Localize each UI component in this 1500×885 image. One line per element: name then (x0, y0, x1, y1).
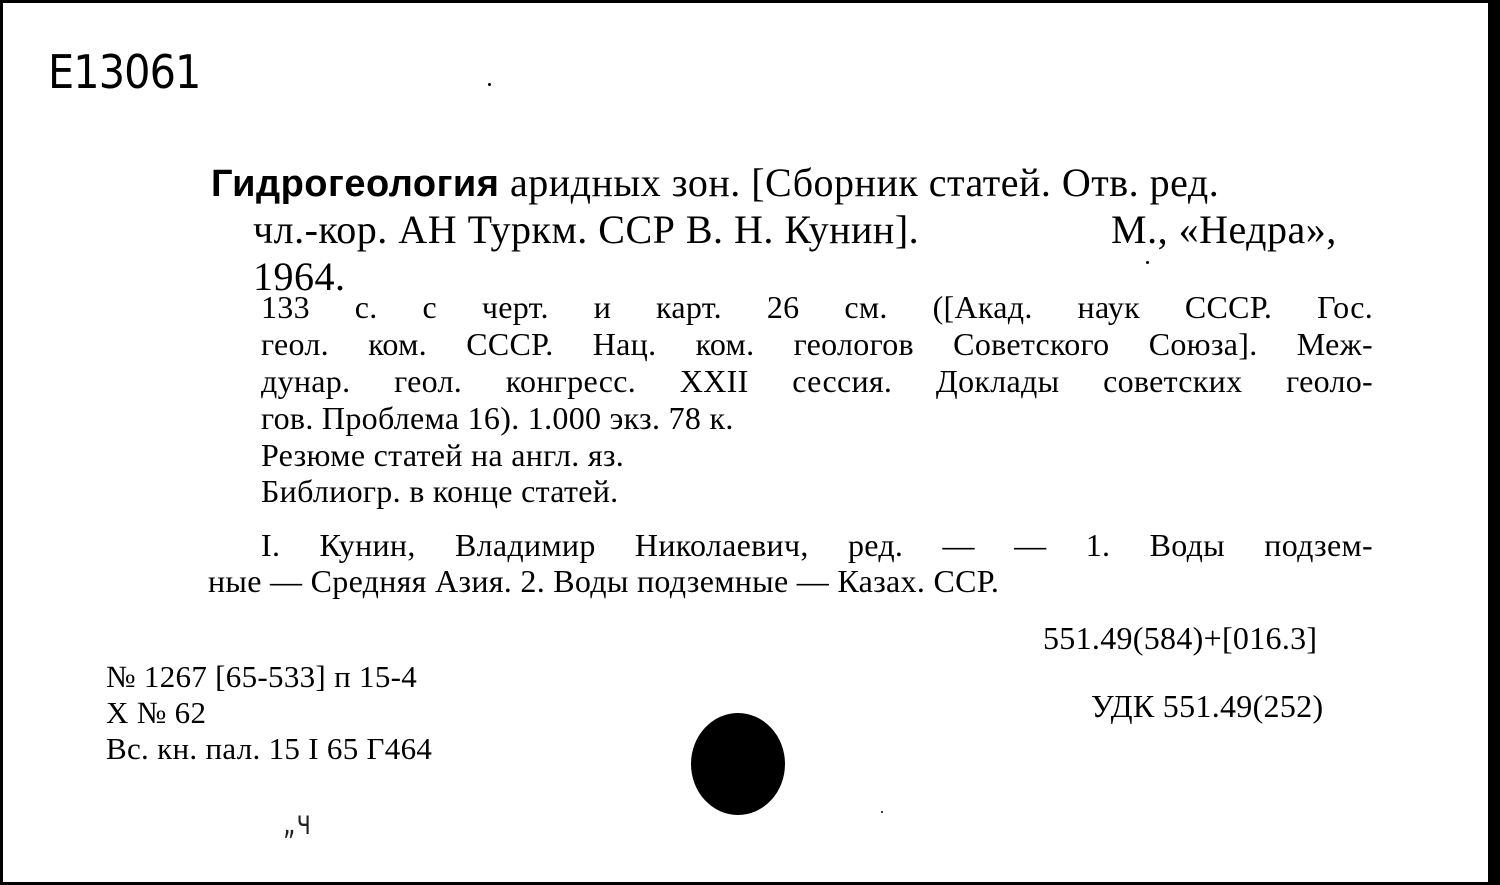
tracings-line-2: ные — Средняя Азия. 2. Воды подземные — Казах. ССР. (208, 563, 1000, 599)
title-bold: Гидрогеология (211, 163, 500, 205)
speck (488, 83, 491, 86)
classification-index: 551.49(584)+[016.3] (1043, 620, 1318, 656)
punch-hole (691, 713, 785, 815)
title-line-2-left: чл.-кор. АН Туркм. ССР В. Н. Кунин]. (253, 207, 920, 252)
speck (881, 811, 883, 813)
speck (1146, 261, 1149, 264)
description-line: дунар. геол. конгресс. XXII сессия. Доклады советских геоло- (261, 363, 1373, 399)
title-line-1 (211, 159, 1371, 206)
description-line: 133 с. с черт. и карт. 26 см. ([Акад. наук СССР. Гос. (261, 289, 1373, 325)
call-number: E13061 (48, 45, 201, 99)
tracings-line-1: I. Кунин, Владимир Николаевич, ред. — — 1. Воды подзем- (261, 527, 1373, 563)
title-line-2-right: М., «Недра», (1111, 207, 1337, 252)
publication-year: 1964. (253, 254, 346, 299)
udc-index: УДК 551.49(252) (1091, 688, 1324, 724)
x-number: Х № 62 (106, 695, 207, 730)
handwritten-mark: „ч (283, 803, 313, 843)
chamber-line: Вс. кн. пал. 15 I 65 Г464 (106, 731, 433, 766)
description-line: геол. ком. СССР. Нац. ком. геологов Советского Союза]. Меж- (261, 326, 1373, 362)
record-number: № 1267 [65-533] п 15-4 (106, 659, 418, 694)
note-resume: Резюме статей на англ. яз. (261, 437, 625, 473)
note-bibliography: Библиогр. в конце статей. (261, 473, 619, 509)
description-line: гов. Проблема 16). 1.000 экз. 78 к. (261, 400, 734, 436)
title-rest: аридных зон. [Сборник статей. Отв. ред. (509, 160, 1220, 205)
